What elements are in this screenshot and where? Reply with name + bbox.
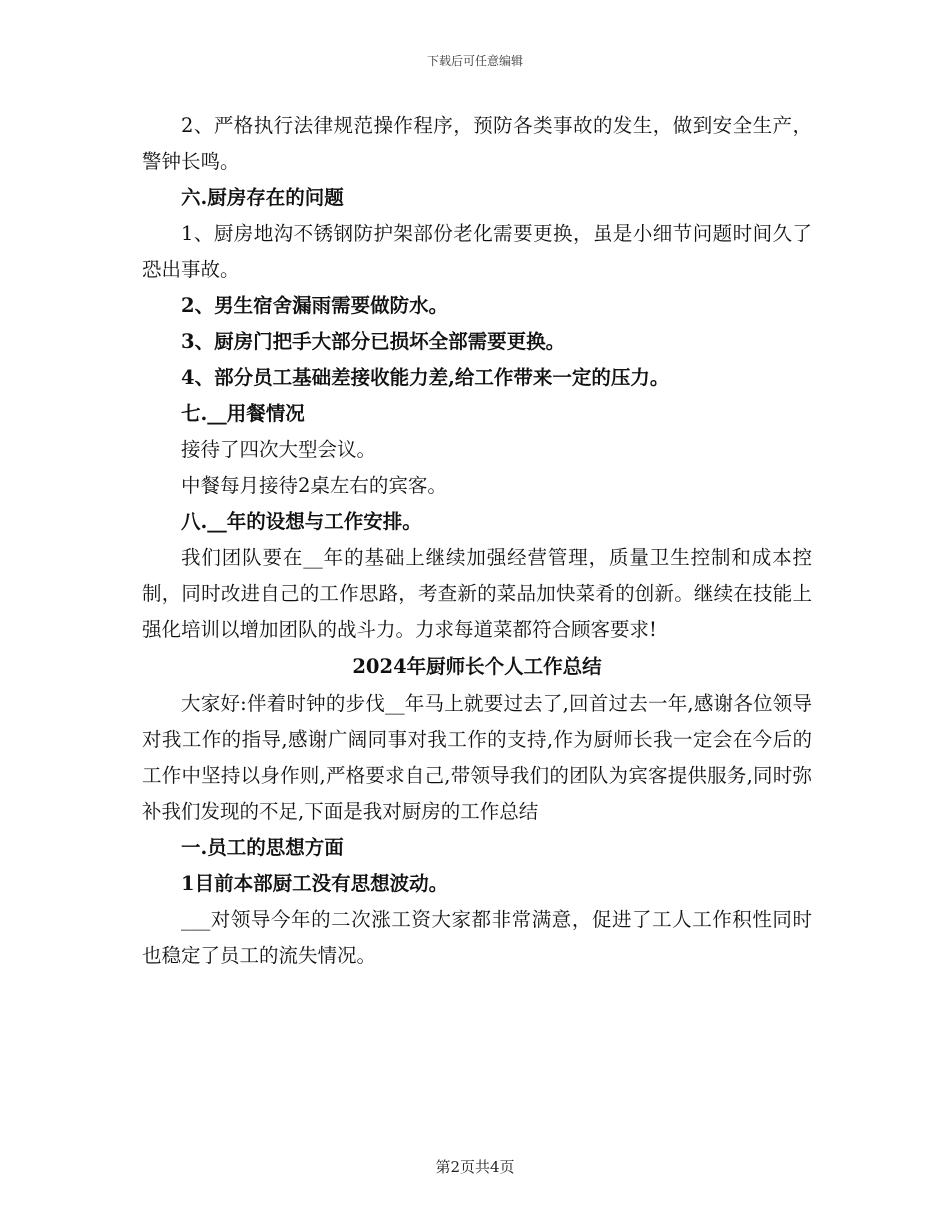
paragraph-safety-production: 2、严格执行法律规范操作程序，预防各类事故的发生，做到安全生产，警钟长鸣。	[142, 114, 812, 173]
paragraph-chinese-meals: 中餐每月接待2桌左右的宾客。	[181, 474, 447, 497]
page-header: 下载后可任意编辑	[426, 54, 523, 68]
paragraph-meetings: 接待了四次大型会议。	[181, 438, 377, 461]
paragraph-team-plans: 我们团队要在__年的基础上继续加强经营管理，质量卫生控制和成本控制，同时改进自己的工作思路，考查新的菜品加快菜肴的创新。继续在技能上强化培训以增加团队的战斗力。力求每道菜都符合顾客要求!	[142, 546, 812, 641]
paragraph-salary-raise: ___对领导今年的二次涨工资大家都非常满意，促进了工人工作积性同时也稳定了员工的流失情况。	[142, 908, 812, 967]
heading-kitchen-problems: 六.厨房存在的问题	[181, 186, 344, 209]
heading-dining-situation: 七.__用餐情况	[181, 402, 305, 425]
page-number: 第2页共4页	[435, 1158, 515, 1176]
paragraph-no-fluctuation: 1目前本部厨工没有思想波动。	[181, 872, 449, 895]
heading-plans: 八.__年的设想与工作安排。	[181, 510, 422, 533]
paragraph-staff-ability: 4、部分员工基础差接收能力差,给工作带来一定的压力。	[181, 366, 670, 389]
paragraph-door-handles: 3、厨房门把手大部分已损坏全部需要更换。	[181, 330, 566, 353]
section-title: 2024年厨师长个人工作总结	[352, 655, 602, 678]
paragraph-dorm-leak: 2、男生宿舍漏雨需要做防水。	[181, 294, 449, 317]
paragraph-drain-guard: 1、厨房地沟不锈钢防护架部份老化需要更换，虽是小细节问题时间久了恐出事故。	[142, 222, 812, 281]
document-body	[142, 108, 812, 974]
paragraph-greeting: 大家好:伴着时钟的步伐__年马上就要过去了,回首过去一年,感谢各位领导对我工作的指导,感谢广阔同事对我工作的支持,作为厨师长我一定会在今后的工作中坚持以身作则,严格要求自己,带领导我们的团队为宾客提供服务,同时弥补我们发现的不足,下面是我对厨房的工作总结	[142, 692, 812, 823]
heading-staff-thinking: 一.员工的思想方面	[181, 836, 344, 859]
